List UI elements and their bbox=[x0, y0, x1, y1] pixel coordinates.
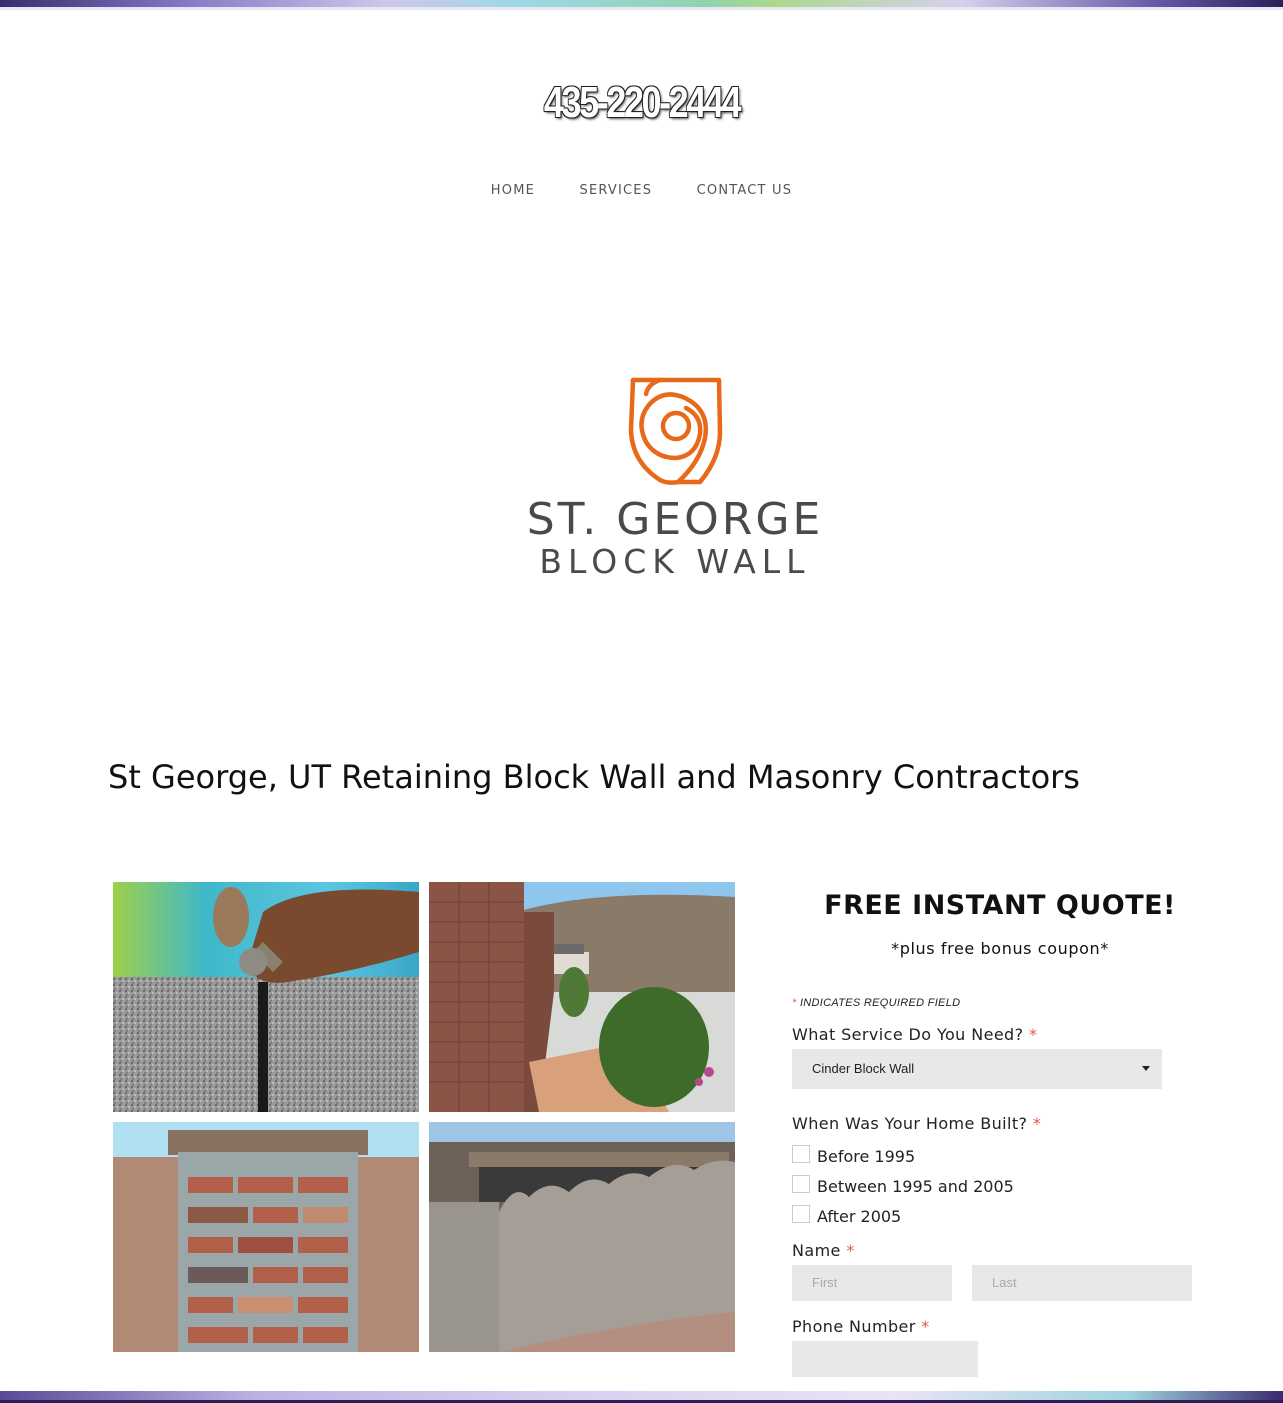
checkbox[interactable] bbox=[792, 1205, 810, 1223]
top-decorative-stripe bbox=[0, 0, 1283, 10]
required-marker: * bbox=[921, 1317, 930, 1336]
home-built-label-text: When Was Your Home Built? bbox=[792, 1114, 1028, 1133]
form-title: FREE INSTANT QUOTE! bbox=[824, 890, 1176, 921]
site-logo[interactable] bbox=[500, 370, 850, 590]
logo-emblem-icon bbox=[500, 370, 850, 490]
bottom-decorative-stripe bbox=[0, 1391, 1283, 1403]
required-field-note bbox=[792, 997, 960, 1009]
photo-gallery bbox=[113, 882, 736, 1352]
checkbox-label: Before 1995 bbox=[817, 1147, 916, 1166]
photo-red-block-wall-garden bbox=[429, 882, 735, 1112]
logo-text-st-george: ST. GEORGE bbox=[526, 494, 824, 545]
name-label-text: Name bbox=[792, 1241, 841, 1260]
phone-number-input[interactable] bbox=[792, 1341, 978, 1377]
required-marker: * bbox=[1032, 1114, 1042, 1133]
header-phone-number[interactable]: 435-220-2444 bbox=[543, 78, 740, 127]
first-name-input[interactable]: First bbox=[792, 1265, 952, 1301]
phone-label-text: Phone Number bbox=[792, 1317, 916, 1336]
required-marker: * bbox=[846, 1241, 855, 1260]
chevron-down-icon bbox=[1142, 1066, 1150, 1071]
photo-mason-laying-block bbox=[113, 882, 419, 1112]
photo-stucco-wall bbox=[429, 1122, 735, 1352]
nav-services[interactable]: SERVICES bbox=[579, 183, 653, 198]
service-select[interactable] bbox=[792, 1049, 1162, 1089]
service-label-text: What Service Do You Need? bbox=[792, 1025, 1024, 1044]
logo-text-block-wall: BLOCK WALL bbox=[539, 542, 811, 581]
nav-home[interactable]: HOME bbox=[490, 183, 536, 198]
checkbox-label: After 2005 bbox=[817, 1207, 902, 1226]
page-headline: St George, UT Retaining Block Wall and Masonry Contractors bbox=[108, 758, 1080, 796]
photo-brick-pillar bbox=[113, 1122, 419, 1352]
service-select-value: Cinder Block Wall bbox=[812, 1061, 915, 1076]
checkbox-label: Between 1995 and 2005 bbox=[817, 1177, 1014, 1196]
service-label bbox=[792, 1025, 1037, 1044]
form-subtitle: *plus free bonus coupon* bbox=[891, 939, 1109, 958]
phone-label bbox=[792, 1317, 930, 1336]
name-label bbox=[792, 1241, 855, 1260]
last-name-input[interactable]: Last bbox=[972, 1265, 1192, 1301]
required-note-text: INDICATES REQUIRED FIELD bbox=[799, 997, 961, 1009]
checkbox[interactable] bbox=[792, 1145, 810, 1163]
required-marker: * bbox=[792, 997, 797, 1009]
main-nav bbox=[0, 181, 1283, 199]
checkbox[interactable] bbox=[792, 1175, 810, 1193]
home-built-label bbox=[792, 1114, 1041, 1133]
required-marker: * bbox=[1029, 1025, 1038, 1044]
nav-contact-us[interactable]: CONTACT US bbox=[696, 183, 793, 198]
